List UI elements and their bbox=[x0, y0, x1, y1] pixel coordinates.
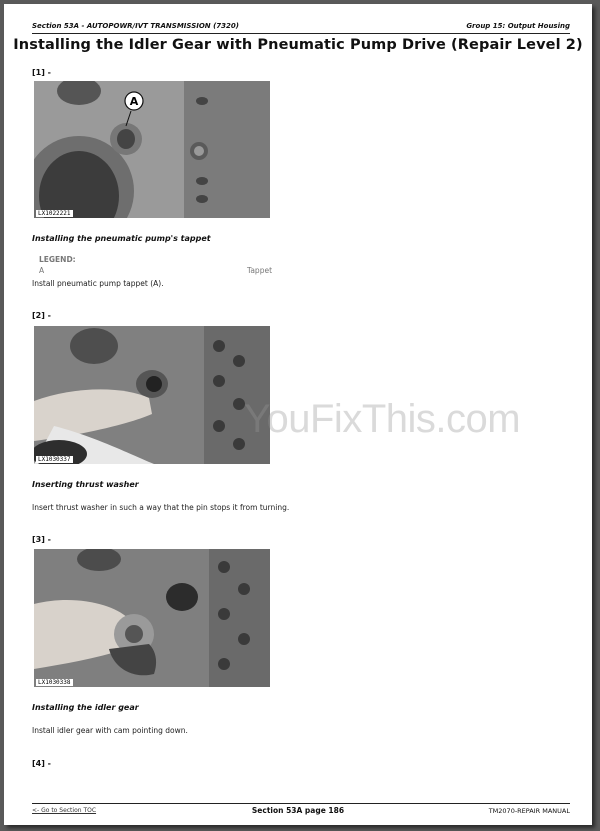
step-1-label: [1] - bbox=[32, 68, 51, 77]
step-2-photo-id: LX1030337 bbox=[38, 456, 71, 463]
section-header: Section 53A - AUTOPOWR/IVT TRANSMISSION (7320) bbox=[32, 22, 239, 30]
step-3-text: Install idler gear with cam pointing down. bbox=[32, 726, 188, 735]
footer-divider bbox=[32, 803, 570, 804]
group-header: Group 15: Output Housing bbox=[466, 22, 570, 30]
step-3-label: [3] - bbox=[32, 535, 51, 544]
legend-title: LEGEND: bbox=[39, 255, 76, 264]
page-title: Installing the Idler Gear with Pneumatic Pump Drive (Repair Level 2) bbox=[13, 37, 583, 53]
manual-page bbox=[4, 4, 592, 825]
step-3-photo bbox=[34, 549, 270, 687]
step-2-label: [2] - bbox=[32, 311, 51, 320]
manual-name: TM2070-REPAIR MANUAL bbox=[488, 807, 570, 815]
step-1-text: Install pneumatic pump tappet (A). bbox=[32, 279, 164, 288]
header-divider bbox=[32, 33, 570, 34]
step-1-callout: A bbox=[129, 95, 139, 108]
section-toc-link[interactable]: <- Go to Section TOC bbox=[32, 807, 97, 814]
step-2-text: Insert thrust washer in such a way that the pin stops it from turning. bbox=[32, 503, 290, 512]
step-2-caption: Inserting thrust washer bbox=[32, 480, 139, 489]
page-number: Section 53A page 186 bbox=[251, 806, 345, 815]
step-2-photo bbox=[34, 326, 270, 464]
step-4-label: [4] - bbox=[32, 759, 51, 768]
legend-key-a: A bbox=[39, 266, 45, 275]
step-1-photo bbox=[34, 81, 270, 218]
step-1-photo-id: LX1022221 bbox=[38, 210, 71, 217]
step-1-caption: Installing the pneumatic pump's tappet bbox=[32, 234, 211, 243]
watermark: YouFixThis.com bbox=[244, 397, 521, 441]
step-3-photo-id: LX1030338 bbox=[38, 679, 71, 686]
step-3-caption: Installing the idler gear bbox=[32, 703, 139, 712]
legend-value-tappet: Tappet bbox=[247, 266, 273, 275]
